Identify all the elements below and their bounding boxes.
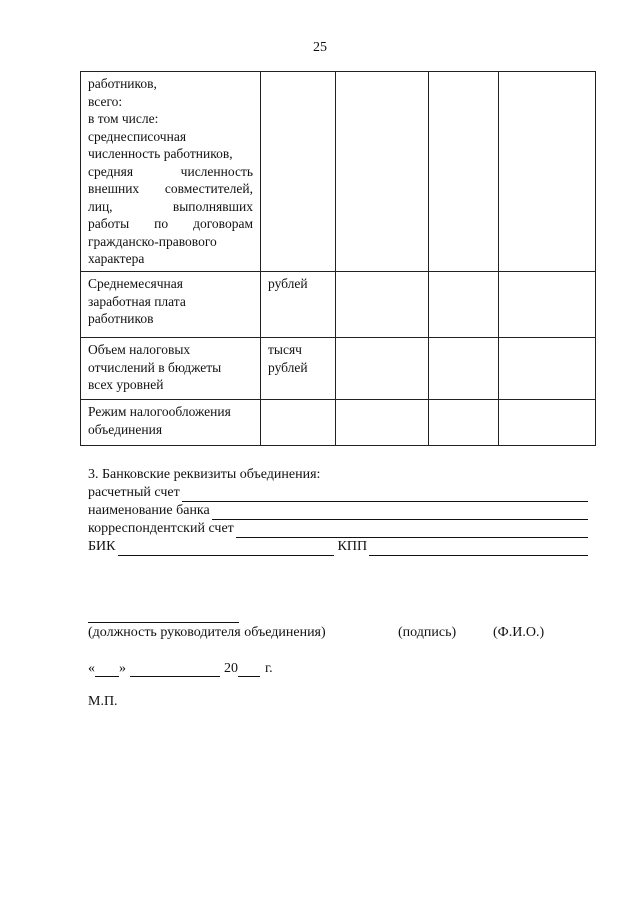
- value-cell[interactable]: [429, 400, 499, 446]
- date-open-quote: «: [88, 661, 95, 676]
- indicator-label-line: численность работников,: [88, 146, 233, 161]
- value-cell[interactable]: [499, 338, 596, 400]
- account-row: [88, 484, 588, 502]
- table-row: [81, 272, 596, 338]
- position-caption: (должность руководителя объединения): [88, 625, 326, 640]
- value-cell[interactable]: [499, 272, 596, 338]
- bik-label: БИК: [88, 539, 116, 554]
- indicator-label-line: лиц, выполнявших: [88, 198, 253, 214]
- indicator-cell: [81, 72, 261, 272]
- unit-cell: [261, 400, 336, 446]
- value-cell[interactable]: [336, 272, 429, 338]
- bank-details-heading: 3. Банковские реквизиты объединения:: [88, 467, 321, 482]
- unit-cell: тысяч рублей: [261, 338, 336, 400]
- value-cell[interactable]: [499, 72, 596, 272]
- bank-name-blank-field[interactable]: [212, 505, 588, 520]
- report-table: [80, 71, 596, 446]
- stamp-label: М.П.: [88, 694, 118, 709]
- indicator-label-line: заработная плата: [88, 293, 186, 309]
- indicator-label-line: внешних совместителей,: [88, 181, 253, 196]
- indicator-cell: [81, 400, 261, 446]
- indicator-label-line: работы по договорам: [88, 216, 253, 231]
- corr-account-blank-field[interactable]: [236, 523, 588, 538]
- month-blank-field[interactable]: [130, 663, 220, 677]
- day-blank-field[interactable]: [95, 663, 119, 677]
- account-label: расчетный счет: [88, 485, 180, 500]
- table-row: [81, 72, 596, 272]
- bik-blank-field[interactable]: [118, 541, 334, 556]
- indicator-label-line: всех уровней: [88, 377, 164, 392]
- indicator-cell: [81, 338, 261, 400]
- value-cell[interactable]: [336, 400, 429, 446]
- bik-kpp-row: [88, 538, 588, 556]
- value-cell[interactable]: [429, 338, 499, 400]
- value-cell[interactable]: [499, 400, 596, 446]
- bank-name-label: наименование банка: [88, 503, 210, 518]
- table-row: [81, 338, 596, 400]
- name-caption: (Ф.И.О.): [493, 625, 545, 640]
- indicator-label-line: гражданско-правового: [88, 233, 217, 249]
- indicator-label-line: Режим налогообложения: [88, 404, 231, 419]
- sign-caption: (подпись): [398, 625, 457, 640]
- position-signature-line[interactable]: [88, 622, 239, 623]
- indicator-label-line: работников: [88, 311, 154, 326]
- corr-account-row: [88, 520, 588, 538]
- indicator-label-line: в том числе:: [88, 111, 159, 126]
- year-suffix: г.: [265, 661, 273, 676]
- indicator-label-line: Объем налоговых: [88, 342, 191, 357]
- indicator-label-line: всего:: [88, 93, 123, 109]
- value-cell[interactable]: [336, 72, 429, 272]
- indicator-cell: [81, 272, 261, 338]
- indicator-label-line: объединения: [88, 421, 163, 437]
- bank-name-row: [88, 502, 588, 520]
- value-cell[interactable]: [336, 338, 429, 400]
- corr-account-label: корреспондентский счет: [88, 521, 234, 536]
- indicator-label-line: средняя численность: [88, 163, 253, 179]
- kpp-label: КПП: [337, 539, 368, 554]
- page-number: 25: [313, 40, 327, 55]
- account-blank-field[interactable]: [182, 487, 588, 502]
- value-cell[interactable]: [429, 272, 499, 338]
- unit-cell: рублей: [261, 272, 336, 338]
- unit-cell: [261, 72, 336, 272]
- value-cell[interactable]: [429, 72, 499, 272]
- bank-details-section: [88, 466, 588, 556]
- date-close-quote: »: [119, 661, 126, 676]
- indicator-label-line: среднесписочная: [88, 128, 187, 144]
- indicator-label-line: отчислений в бюджеты: [88, 359, 222, 375]
- date-line: [88, 661, 273, 677]
- year-blank-field[interactable]: [238, 663, 260, 677]
- year-prefix: 20: [224, 661, 238, 676]
- indicator-label-line: Среднемесячная: [88, 276, 183, 291]
- indicator-label-line: характера: [88, 251, 145, 266]
- table-row: [81, 400, 596, 446]
- kpp-blank-field[interactable]: [369, 541, 588, 556]
- indicator-label-line: работников,: [88, 76, 157, 91]
